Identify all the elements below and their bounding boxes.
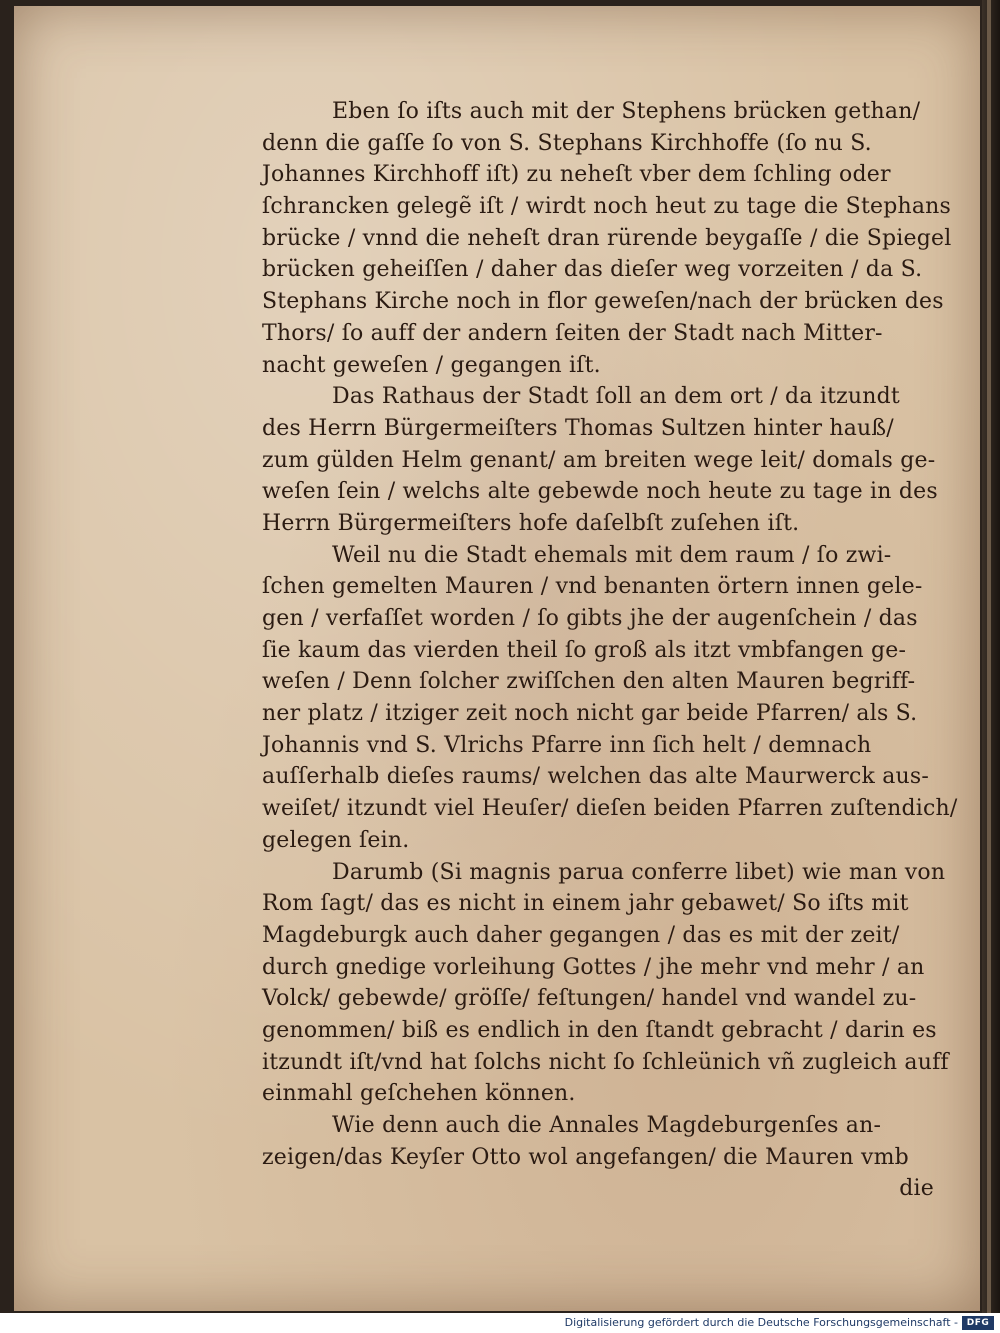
text-line: zeigen/das Keyſer Otto wol angefangen/ die Mauren vmb: [262, 1144, 909, 1170]
page-text: [262, 96, 958, 1205]
funding-credit: Digitalisierung gefördert durch die Deutsche Forschungsgemeinschaft -: [564, 1316, 958, 1329]
text-line: Johannis vnd S. Vlrichs Pfarre inn ſich helt / demnach: [262, 732, 872, 758]
text-line: Volck/ gebewde/ gröſſe/ feſtungen/ handel vnd wandel zu-: [262, 986, 917, 1012]
text-line: Weil nu die Stadt ehemals mit dem raum / ſo zwi-: [332, 542, 892, 568]
text-line: auſſerhalb dieſes raums/ welchen das alte Maurwerck aus-: [262, 764, 930, 790]
book-page: [14, 6, 980, 1311]
catchword: die: [899, 1176, 934, 1202]
book-spine-edge: [982, 0, 1000, 1313]
dfg-logo-icon: DFG: [962, 1316, 994, 1330]
text-line: gelegen ſein.: [262, 827, 410, 853]
text-line: ſie kaum das vierden theil ſo groß als itzt vmbfangen ge-: [262, 637, 907, 663]
text-line: ſchen gemelten Mauren / vnd benanten örtern innen gele-: [262, 574, 923, 600]
text-line: ner platz / itziger zeit noch nicht gar beide Pfarren/ als S.: [262, 701, 918, 727]
text-line: Stephans Kirche noch in flor geweſen/nach der brücken des: [262, 289, 944, 315]
text-line: gen / verfaſſet worden / ſo gibts jhe der augenſchein / das: [262, 606, 918, 631]
text-line: zum gülden Helm genant/ am breiten wege leit/ domals ge-: [262, 447, 936, 473]
text-line: Magdeburgk auch daher gegangen / das es mit der zeit/: [262, 922, 900, 948]
text-line: Darumb (Si magnis parua conferre libet) wie man von: [332, 859, 946, 885]
text-line: des Herrn Bürgermeiſters Thomas Sultzen hinter hauß/: [262, 415, 894, 441]
text-line: Wie denn auch die Annales Magdeburgenſes an-: [332, 1113, 882, 1138]
text-line: durch gnedige vorleihung Gottes / jhe mehr vnd mehr / an: [262, 954, 925, 980]
text-line: nacht geweſen / gegangen iſt.: [262, 352, 601, 378]
text-line: genommen/ biß es endlich in den ſtandt gebracht / darin es: [262, 1017, 937, 1043]
text-line: Das Rathaus der Stadt ſoll an dem ort / da itzundt: [332, 384, 900, 410]
text-line: Johannes Kirchhoff iſt) zu neheſt vber dem ſchling oder: [262, 162, 891, 188]
text-line: Rom ſagt/ das es nicht in einem jahr gebawet/ So iſts mit: [262, 891, 909, 917]
spine-divider: [987, 0, 991, 1313]
text-line: Thors/ ſo auff der andern ſeiten der Stadt nach Mitter-: [262, 320, 883, 346]
text-line: weſen ſein / welchs alte gebewde noch heute zu tage in des: [262, 479, 938, 505]
text-line: denn die gaſſe ſo von S. Stephans Kirchhoffe (ſo nu S.: [262, 130, 872, 156]
text-line: weſen / Denn ſolcher zwiſſchen den alten Mauren begriff-: [262, 669, 916, 695]
text-line: brücke / vnnd die neheſt dran rürende beygaſſe / die Spiegel: [262, 225, 952, 251]
text-line: Eben ſo iſts auch mit der Stephens brücken gethan/: [332, 99, 921, 124]
text-line: itzundt iſt/vnd hat ſolchs nicht ſo ſchleünich vñ zugleich auff: [262, 1049, 949, 1075]
text-line: weiſet/ itzundt viel Heuſer/ dieſen beiden Pfarren zuſtendich/: [262, 796, 958, 822]
text-line: einmahl geſchehen können.: [262, 1081, 576, 1107]
footer-bar: [0, 1313, 1000, 1333]
text-line: brücken geheiſſen / daher das dieſer weg vorzeiten / da S.: [262, 257, 923, 283]
text-line: ſchrancken gelegẽ iſt / wirdt noch heut zu tage die Stephans: [262, 194, 952, 220]
text-line: Herrn Bürgermeiſters hofe daſelbſt zuſehen iſt.: [262, 510, 800, 536]
